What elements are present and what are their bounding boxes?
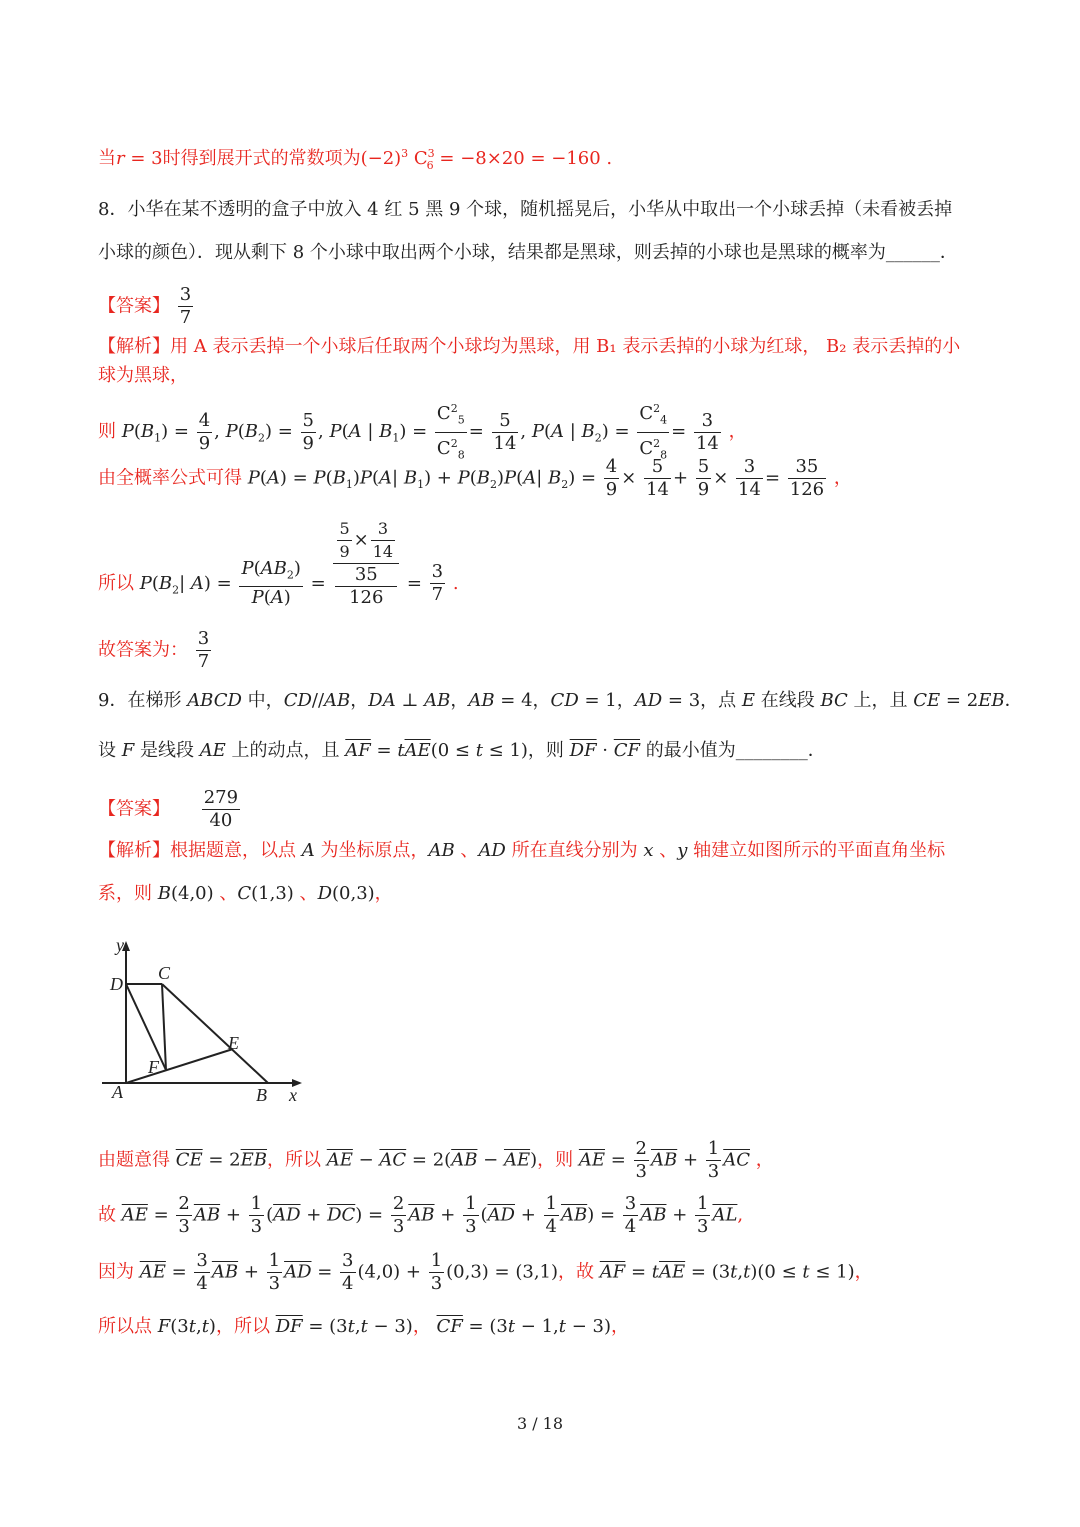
label-A: A — [112, 1082, 123, 1102]
numerator: 3 — [179, 284, 192, 305]
q9-step2: 故 $\overline{AE}$ = $\frac{2}{3}$ $\overline{AB}$ + $\frac{1}{3}$ $(\overline{AD} + \overline{DC})$ = $\frac{2}{3}$ $\overline{AB}$ + $\frac{1}{3}$ ($\overline{AD}$ + $\frac{1}{4}$ $\overline{AB}$) = $\frac{3}{4}$ $\overline{AB}$ + $\frac{1}{3}$ $\overline{AL}$, — [98, 1193, 744, 1237]
numerator: 279 — [203, 787, 239, 808]
label-C: C — [158, 963, 171, 983]
q9-analysis-line1: 【解析】根据题意，以点 A 为坐标原点，AB 、AD 所在直线分别为 x 、y 轴建立如图所示的平面直角坐标 — [98, 840, 946, 861]
q8-analysis-line1: 【解析】用 A 表示丢掉一个小球后任取两个小球均为黑球，用 B₁ 表示丢掉的小球为红球， B₂ 表示丢掉的小 — [98, 336, 961, 357]
q9-line2: 设 F 是线段 AE 上的动点，且 $\overline{AF} = t\overline{AE}(0 \le t \le 1)$，则 $\overline{DF} \cdot \overline{CF}$ 的最小值为________． — [98, 740, 826, 761]
label-x: x — [289, 1085, 297, 1105]
denominator: 40 — [209, 810, 233, 831]
q8-analysis-line2: 球为黑球， — [98, 365, 188, 386]
q9-step3: 因为 $\overline{AE}$ = $\frac{3}{4}$ $\overline{AB}$ + $\frac{1}{3}$ $\overline{AD}$ = $\frac{3}{4}$ (4,0) + $\frac{1}{3}$ (0,3) = (3,1)，故 $\overline{AF} = t\overline{AE} = (3t,t)(0 \le t \le 1)$， — [98, 1250, 873, 1294]
answer-label: 【答案】 — [98, 798, 170, 820]
label-y: y — [116, 935, 124, 955]
q9-step1: 由题意得 $\overline{CE} = 2\overline{EB}$，所以 $\overline{AE} - \overline{AC} = 2(\overline{AB} - \overline{AE})$，则 $\overline{AE}$ = $\frac{2}{3}$ $\overline{AB}$ + $\frac{1}{3}$ $\overline{AC}$ ， — [98, 1138, 774, 1182]
constant-term-line: 当r = 3时得到展开式的常数项为$(-2)^3$ $C^3_6 = -8\times 20 = -160$ . — [98, 147, 613, 172]
answer-label: 【答案】 — [98, 295, 170, 317]
denominator: 7 — [179, 307, 192, 328]
label-B: B — [256, 1085, 267, 1105]
q9-analysis-line2: 系，则 B(4,0) 、C(1,3) 、D(0,3)， — [98, 883, 393, 904]
page-number: 3 / 18 — [516, 1414, 564, 1433]
q8-final-answer — [98, 628, 213, 673]
label-F: F — [148, 1057, 159, 1077]
trapezoid-figure — [96, 935, 316, 1110]
q8-total-prob-line: 由全概率公式可得 $P(A) = P(B_1)P(A|$ $B_1) + P(B_2)P(A|$ $B_2$) = $\frac{4}{9}$ × $\frac{5}{14}$ + $\frac{5}{9}$ × $\frac{3}{14}$ = $\frac{35}{126}$ ， — [98, 456, 852, 500]
numerator: 3 — [197, 628, 210, 649]
q9-step4: 所以点 F(3t,t)，所以 $\overline{DF} = (3t,t - 3)$， $\overline{CF} = (3t - 1,t - 3)$， — [98, 1316, 629, 1337]
q8-answer — [98, 284, 195, 329]
final-fraction — [196, 628, 211, 673]
label-E: E — [228, 1033, 239, 1053]
denominator: 7 — [197, 651, 210, 672]
q8-line1: 8．小华在某不透明的盒子中放入 4 红 5 黑 9 个球，随机摇晃后，小华从中取出一个小球丢掉（未看被丢掉 — [98, 199, 953, 220]
q9-answer — [98, 787, 242, 832]
final-label: 故答案为： — [98, 639, 188, 661]
q8-then-line: 则 $P(B_1)$ = $\frac{4}{9}$ , $P(B_2)$ = $\frac{5}{9}$ , P(A | $B_1$) = $\frac{C^2_5}{C^2_8}$ = $\frac{5}{14}$ , P(A | $B_2$) = $\frac{C^2_4}{C^2_8}$ = $\frac{3}{14}$ ， — [98, 398, 747, 466]
label-D: D — [110, 974, 123, 994]
answer-fraction — [202, 787, 240, 832]
q9-line1: 9．在梯形 ABCD 中，CD//AB，DA ⊥ AB，AB = 4，CD = 1，AD = 3，点 E 在线段 BC 上，且 CE = 2EB． — [98, 690, 1023, 711]
q8-so-line: 所以 $P(B_2|$ A) = $\frac{P(AB_2)}{P(A)}$ = $\frac{5}{9}$ × $\frac{3}{14}$ 35 126 = $\frac{3}{7}$ . — [98, 519, 459, 609]
q8-line2: 小球的颜色）．现从剩下 8 个小球中取出两个小球，结果都是黑球，则丢掉的小球也是黑球的概率为______． — [98, 242, 958, 263]
answer-fraction — [178, 284, 193, 329]
